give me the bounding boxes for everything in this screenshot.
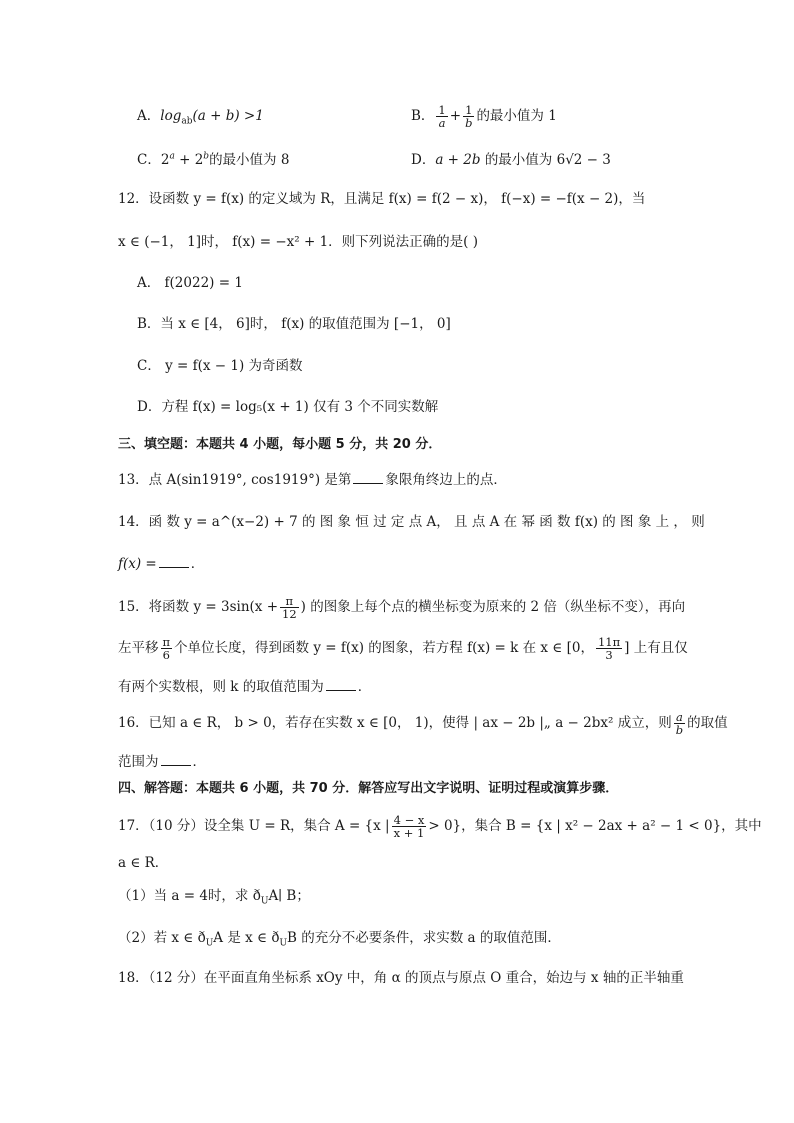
q16-blank[interactable]: [161, 753, 191, 766]
q12-option-a: A． f(2022) = 1: [137, 275, 243, 291]
q12-stem-line1: 12．设函数 y = f(x) 的定义域为 R，且满足 f(x) = f(2 − x)， f(−x) = −f(x − 2)，当: [118, 191, 646, 207]
q11-option-c: C．$2^a + 2^b$的最小值为 8: [137, 151, 290, 168]
q17-line2: a ∈ R．: [118, 855, 169, 871]
q11-option-a: A．$\log_{ab}(a + b) >1$: [137, 108, 264, 127]
q12-stem-line2: x ∈ (−1， 1]时， f(x) = −x² + 1．则下列说法正确的是( ): [118, 234, 478, 250]
q17-part1: （1）当 a = 4时，求 $ð_UA∣$ B；: [118, 888, 310, 907]
q12-option-c: C． y = f(x − 1) 为奇函数: [137, 358, 303, 374]
q15-line2: 左平移 $\frac{\pi}{6}$ 个单位长度，得到函数 y = f(x) 的图象，若方程 f(x) = k 在 x ∈ [0， $\frac{11\pi}{3}$ ] 上有且仅: [118, 635, 688, 662]
q15-line1: 15．将函数 y = 3sin(x + $\frac{\pi}{12}$ ) 的图象上每个点的横坐标变为原来的 2 倍（纵坐标不变），再向: [118, 594, 686, 621]
q12-option-b: B．当 x ∈ [4， 6]时， f(x) 的取值范围为 [−1， 0]: [137, 316, 451, 332]
q18-line1: 18．（12 分）在平面直角坐标系 xOy 中，角 α 的顶点与原点 O 重合，始边与 x 轴的正半轴重: [118, 970, 684, 986]
q13-blank[interactable]: [353, 471, 383, 484]
q16-line1: 16．已知 a ∈ R， b > 0，若存在实数 x ∈ [0， 1)，使得 | ax − 2b |„ a − 2bx² 成立，则 $\frac{a}{b}$ 的取值: [118, 710, 728, 737]
section-4-heading: 四、解答题：本题共 6 小题，共 70 分．解答应写出文字说明、证明过程或演算步骤．: [118, 781, 619, 796]
q11-option-d: D．a + 2b 的最小值为 6√2 − 3: [411, 152, 611, 168]
q12-option-d: D．方程 f(x) = log₅(x + 1) 仅有 3 个不同实数解: [137, 399, 439, 415]
q14-blank[interactable]: [159, 555, 189, 568]
q14-line2: f(x) = ．: [118, 556, 205, 572]
q16-line2: 范围为 ．: [118, 754, 206, 770]
q11-option-b: B． $\frac{1}{a}$ + $\frac{1}{b}$ 的最小值为 1: [411, 103, 557, 130]
q17-line1: 17．（10 分）设全集 U = R，集合 A = {x | $\frac{4 - x}{x + 1}$ > 0}，集合 B = {x | x² − 2ax + a² − 1 < 0}，其中: [118, 813, 762, 840]
q13: 13．点 A(sin1919°, cos1919°) 是第 象限角终边上的点．: [118, 472, 507, 488]
q17-part2: （2）若 x ∈ $ð_UA$ 是 x ∈ $ð_UB$ 的充分不必要条件，求实数 a 的取值范围．: [118, 930, 561, 949]
q15-blank[interactable]: [326, 678, 356, 691]
section-3-heading: 三、填空题：本题共 4 小题，每小题 5 分，共 20 分．: [118, 437, 442, 452]
q14-line1: 14．函 数 y = a^(x−2) + 7 的 图 象 恒 过 定 点 A， 且 点 A 在 幂 函 数 f(x) 的 图 象 上 ， 则: [118, 514, 705, 530]
q15-line3: 有两个实数根，则 k 的取值范围为 ．: [118, 679, 372, 695]
